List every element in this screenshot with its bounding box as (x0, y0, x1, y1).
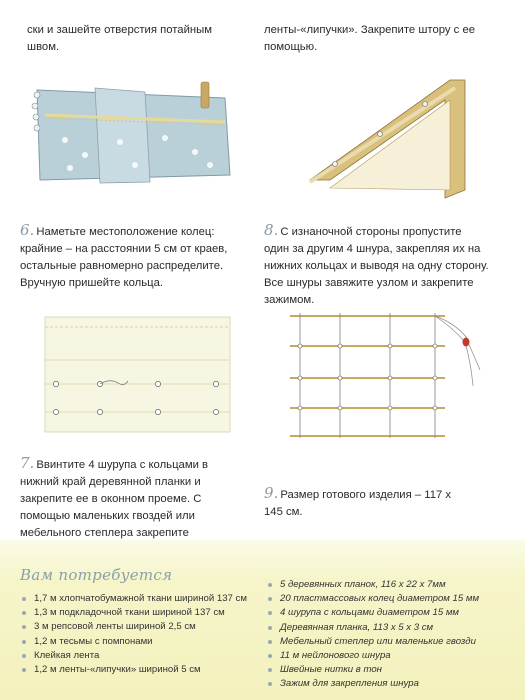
step5-tail-text: ски и зашейте отверстия потайным швом. (27, 24, 213, 53)
step8-text (264, 222, 489, 309)
materials-list-right (266, 578, 516, 692)
list-item: 20 пластмассовых колец диаметром 15 мм (266, 592, 516, 606)
step9-body: Размер готового изделия – 117 x 145 см. (264, 489, 452, 518)
list-item: Мебельный степлер или маленькие гвозди (266, 635, 516, 649)
step6-body: Наметьте местоположение колец: крайние – на расстоянии 5 см от краев, остальные равномерно распределите. Вручную пришейте кольца. (20, 226, 228, 289)
cord-grid-illustration (285, 308, 490, 443)
step6-number: 6. (20, 221, 35, 239)
list-item: Швейные нитки в тон (266, 663, 516, 677)
list-item: 1,2 м тесьмы с помпонами (20, 635, 248, 649)
materials-list-left (20, 592, 248, 677)
step9-text (264, 485, 464, 521)
step8-body: С изнаночной стороны пропустите один за другим 4 шнура, закрепляя их на нижних кольцах и выводя на одну сторону. Все шнуры завяжите узлом и закрепите зажимом. (264, 226, 489, 306)
fabric-pompom-illustration (25, 70, 250, 195)
rings-layout-illustration (40, 312, 240, 437)
step7-number: 7. (20, 454, 35, 472)
list-item: Клейкая лента (20, 649, 248, 663)
list-item: Деревянная планка, 113 x 5 x 3 см (266, 621, 516, 635)
step-right-tail-text: ленты-«липучки». Закрепите штору с ее помощью. (264, 24, 476, 53)
step7-body: Ввинтите 4 шурупа с кольцами в нижний край деревянной планки и закрепите ее в оконном проеме. С помощью маленьких гвоздей или мебельного степлера закрепите (20, 459, 209, 539)
materials-title: Вам потребуется (20, 566, 173, 584)
list-item: 1,3 м подкладочной ткани шириной 137 см (20, 606, 248, 620)
step8-number: 8. (264, 221, 279, 239)
list-item: 5 деревянных планок, 116 x 22 x 7мм (266, 578, 516, 592)
list-item: 4 шурупа с кольцами диаметром 15 мм (266, 606, 516, 620)
step9-number: 9. (264, 484, 279, 502)
step6-text (20, 222, 245, 292)
window-batten-illustration (290, 70, 480, 200)
list-item: 3 м репсовой ленты шириной 2,5 см (20, 620, 248, 634)
list-item: 1,7 м хлопчатобумажной ткани шириной 137 см (20, 592, 248, 606)
list-item: 1,2 м ленты-«липучки» шириной 5 см (20, 663, 248, 677)
list-item: Зажим для закрепления шнура (266, 677, 516, 691)
list-item: 11 м нейлонового шнура (266, 649, 516, 663)
